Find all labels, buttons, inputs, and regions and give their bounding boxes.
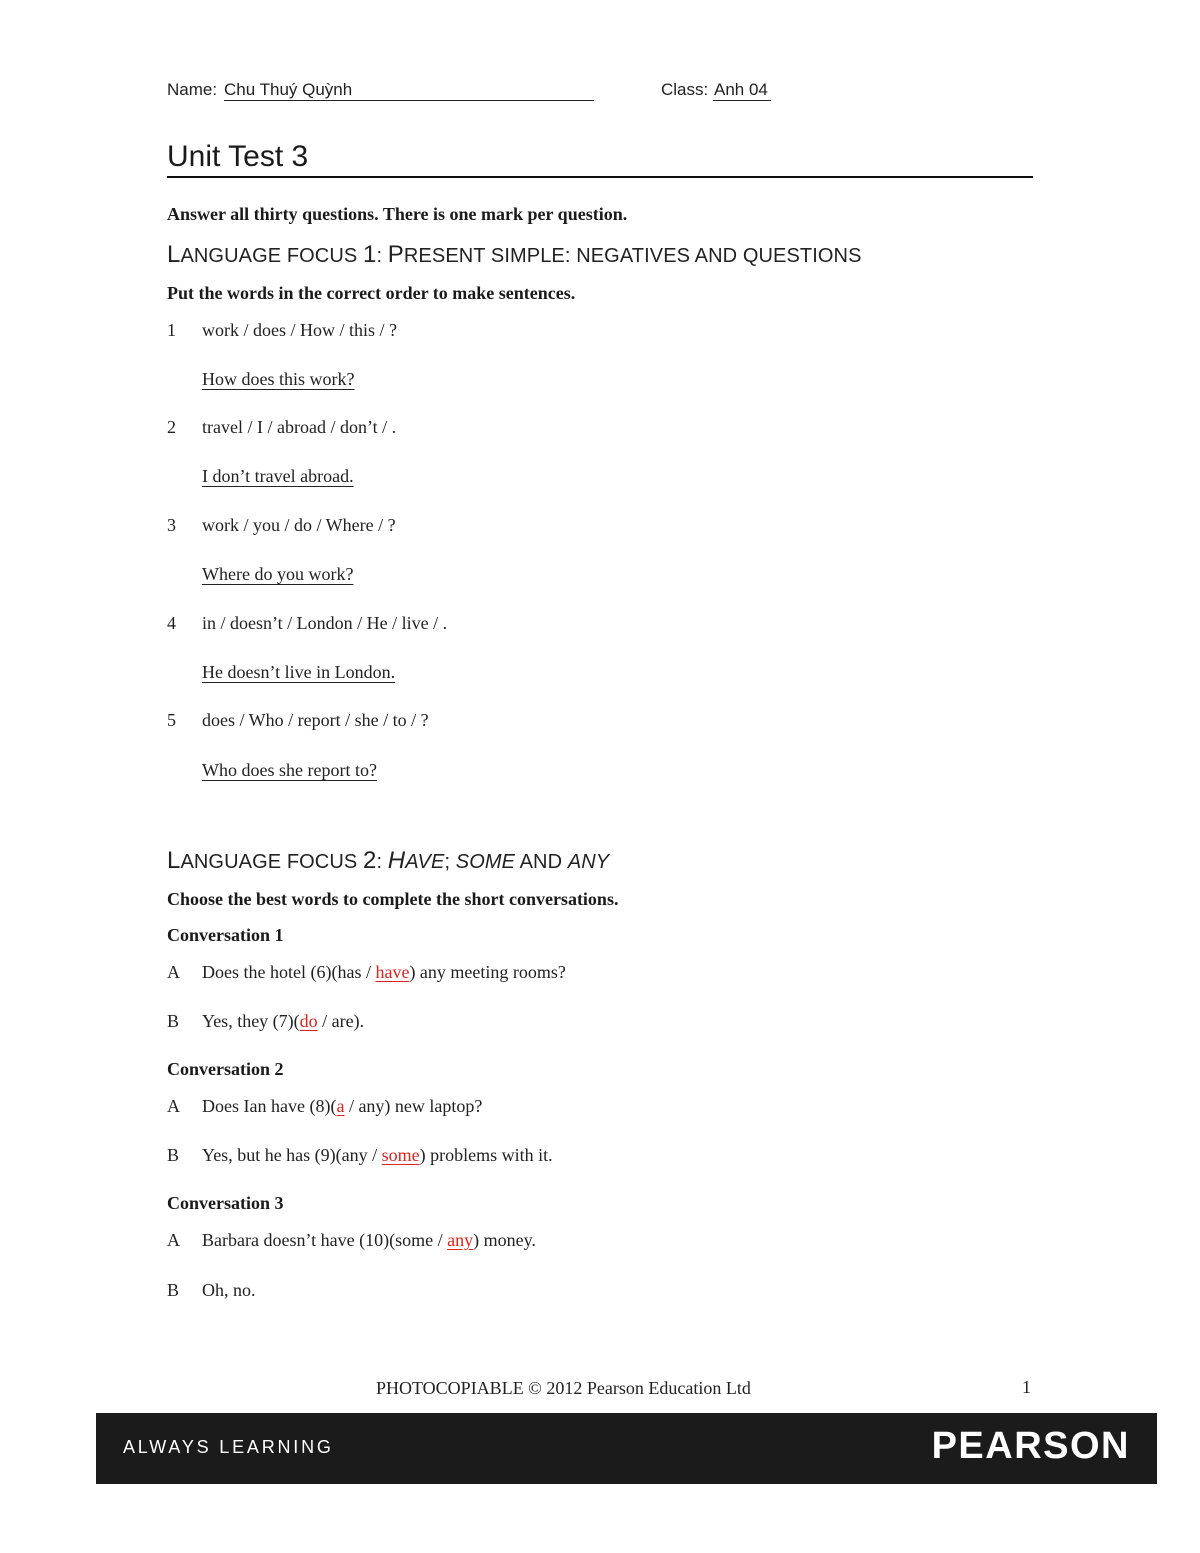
heading-part: ANGUAGE FOCUS	[180, 245, 363, 267]
general-instructions: Answer all thirty questions. There is one mark per question.	[167, 204, 628, 224]
copyright-footer: PHOTOCOPIABLE © 2012 Pearson Education Ltd	[376, 1378, 751, 1398]
conversation-line	[202, 962, 566, 983]
section-1-instruction: Put the words in the correct order to make sentences.	[167, 283, 576, 303]
heading-part: ANY	[567, 851, 610, 873]
question-answer: How does this work?	[202, 369, 355, 389]
speaker-label: A	[167, 1230, 180, 1250]
conversation-line	[202, 1096, 482, 1117]
line-text: ) money.	[473, 1230, 536, 1250]
selected-answer: do	[299, 1011, 318, 1031]
conversation-title: Conversation 2	[167, 1059, 284, 1079]
speaker-label: B	[167, 1011, 180, 1031]
question-answer: Where do you work?	[202, 564, 354, 584]
speaker-label: A	[167, 962, 180, 982]
heading-part: :	[564, 245, 577, 267]
question-number: 2	[167, 417, 176, 437]
section-2-instruction: Choose the best words to complete the short conversations.	[167, 889, 619, 909]
heading-part: NEGATIVES AND QUESTIONS	[576, 245, 862, 267]
page-number: 1	[1022, 1377, 1031, 1397]
question-prompt: work / you / do / Where / ?	[202, 515, 396, 535]
question-answer: I don’t travel abroad.	[202, 466, 354, 486]
selected-answer: any	[447, 1230, 474, 1250]
question-number: 5	[167, 710, 176, 730]
class-underline	[713, 100, 771, 101]
heading-part: P	[387, 241, 404, 268]
speaker-label: B	[167, 1145, 180, 1165]
line-text: ) problems with it.	[419, 1145, 553, 1165]
heading-part: AVE	[405, 851, 445, 873]
title-divider	[167, 176, 1033, 178]
heading-part: SOME	[455, 851, 516, 873]
question-answer: He doesn’t live in London.	[202, 662, 396, 682]
heading-part: ;	[444, 851, 456, 873]
question-prompt: in / doesn’t / London / He / live / .	[202, 613, 448, 633]
conversation-line	[202, 1280, 256, 1301]
section-heading-2	[167, 847, 609, 875]
class-value: Anh 04	[714, 80, 768, 99]
question-prompt: work / does / How / this / ?	[202, 320, 397, 340]
line-text: Does the hotel (6)(has /	[202, 962, 376, 982]
selected-answer: have	[375, 962, 410, 982]
section-heading-1	[167, 241, 862, 269]
line-text: Oh, no.	[202, 1280, 256, 1300]
brand-banner	[96, 1413, 1157, 1484]
selected-answer: some	[381, 1145, 420, 1165]
question-number: 3	[167, 515, 176, 535]
line-text: ) any meeting rooms?	[409, 962, 566, 982]
question-answer: Who does she report to?	[202, 760, 377, 780]
question-number: 4	[167, 613, 176, 633]
page-title: Unit Test 3	[167, 140, 309, 173]
heading-part: 2	[363, 847, 377, 874]
line-text: Does Ian have (8)(	[202, 1096, 337, 1116]
question-prompt: travel / I / abroad / don’t / .	[202, 417, 397, 437]
heading-part: :	[376, 245, 388, 267]
selected-answer: a	[336, 1096, 345, 1116]
conversation-line	[202, 1011, 364, 1032]
heading-part: AND	[515, 851, 568, 873]
heading-part: H	[387, 847, 406, 874]
heading-part: L	[167, 241, 181, 268]
conversation-title: Conversation 3	[167, 1193, 284, 1213]
pearson-logo: PEARSON	[931, 1425, 1130, 1467]
tagline: ALWAYS LEARNING	[123, 1437, 334, 1457]
conversation-title: Conversation 1	[167, 925, 284, 945]
line-text: Barbara doesn’t have (10)(some /	[202, 1230, 448, 1250]
conversation-line	[202, 1230, 536, 1251]
line-text: / are).	[317, 1011, 365, 1031]
name-value: Chu Thuý Quỳnh	[224, 80, 353, 99]
line-text: Yes, but he has (9)(any /	[202, 1145, 382, 1165]
name-underline	[224, 100, 594, 101]
heading-part: 1	[363, 241, 377, 268]
line-text: Yes, they (7)(	[202, 1011, 300, 1031]
conversation-line	[202, 1145, 553, 1166]
heading-part: L	[167, 847, 181, 874]
name-label: Name:	[167, 80, 218, 99]
speaker-label: A	[167, 1096, 180, 1116]
class-label: Class:	[661, 80, 709, 99]
heading-part: :	[376, 851, 388, 873]
speaker-label: B	[167, 1280, 180, 1300]
line-text: / any) new laptop?	[344, 1096, 483, 1116]
heading-part: RESENT SIMPLE	[403, 245, 565, 267]
question-number: 1	[167, 320, 176, 340]
heading-part: ANGUAGE FOCUS	[180, 851, 363, 873]
question-prompt: does / Who / report / she / to / ?	[202, 710, 429, 730]
